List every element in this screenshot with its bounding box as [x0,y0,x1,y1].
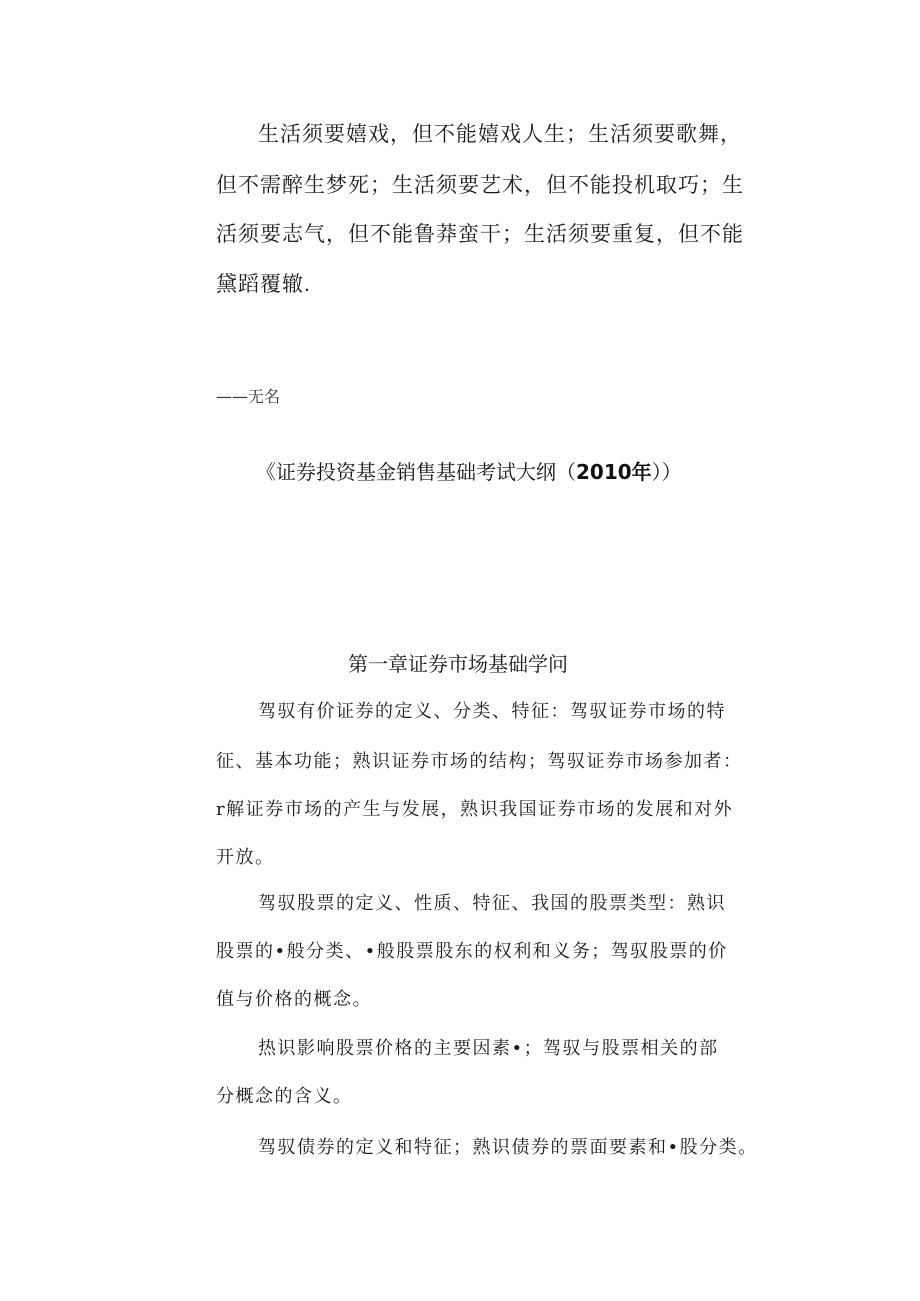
paragraph-line: r解证券市场的产生与发展，熟识我国证券市场的发展和对外 [216,799,734,820]
document-title-year: 2010年 [576,460,652,484]
document-title [256,456,682,485]
paragraph-line: 驾驭债券的定义和特征；熟识债券的票面要素和•股分类。 [258,1137,758,1158]
document-title-prefix: 《证券投资基金销售基础考试大纲（ [256,460,576,484]
paragraph-line: 驾驭有价证券的定义、分类、特征：驾驭证券市场的特 [258,701,726,722]
paragraph-line: 驾驭股票的定义、性质、特征、我国的股票类型：熟识 [258,893,726,914]
paragraph-line: 征、基本功能；熟识证券市场的结构；驾驭证券市场参加者： [216,751,743,772]
paragraph-line: 开放。 [216,847,275,868]
paragraph-line: 分概念的含义。 [216,1086,353,1107]
quote-line: 活须要志气，但不能鲁莽蛮干；生活须要重复，但不能 [216,223,744,246]
paragraph-line: 热识影响股票价格的主要因素•；驾驭与股票相关的部 [258,1038,719,1059]
paragraph-line: 值与价格的概念。 [216,989,372,1010]
quote-line: 但不需醉生梦死；生活须要艺术，但不能投机取巧；生 [216,174,744,197]
chapter-title: 第一章证券市场基础学问 [348,652,568,676]
quote-author: ——无名 [216,387,281,406]
quote-line: 生活须要嬉戏，但不能嬉戏人生；生活须要歌舞， [258,123,742,146]
document-title-suffix: ）） [651,460,682,484]
paragraph-line: 股票的•般分类、•般股票股东的权利和义务；驾驭股票的价 [216,941,728,962]
quote-line: 黛蹈覆辙. [216,273,311,296]
